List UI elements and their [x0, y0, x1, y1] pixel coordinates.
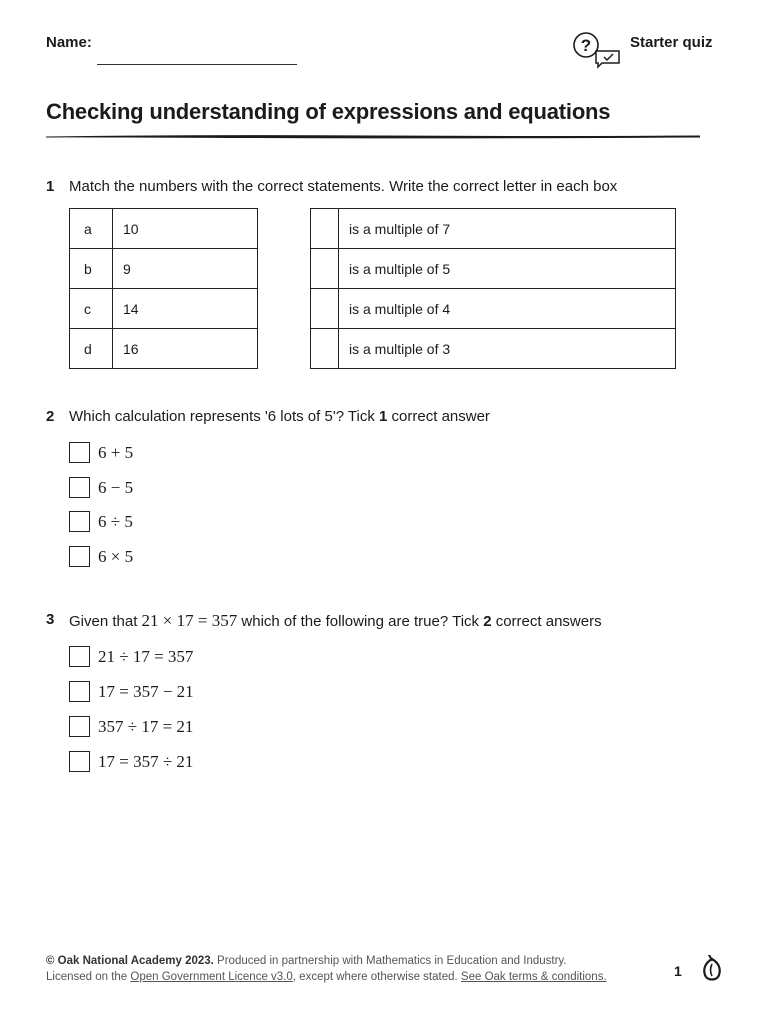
footer-line-2 — [46, 969, 607, 985]
item-value: 14 — [113, 289, 258, 329]
statements-table — [310, 208, 676, 369]
title-underline — [46, 133, 700, 139]
terms-link[interactable]: See Oak terms & conditions. — [460, 971, 607, 983]
item-value: 16 — [113, 329, 258, 369]
option-label: 6 ÷ 5 — [98, 511, 133, 531]
quiz-type-label: Starter quiz — [630, 34, 713, 51]
option-label: 21 ÷ 17 = 357 — [98, 646, 194, 666]
table-row — [70, 329, 258, 369]
statement-text: is a multiple of 4 — [339, 289, 676, 329]
option-label: 17 = 357 − 21 — [98, 681, 194, 701]
q3-option-2[interactable] — [69, 681, 194, 702]
question-2-tick-count: 1 — [379, 408, 388, 425]
answer-box[interactable] — [311, 209, 339, 249]
q2-option-3[interactable] — [69, 511, 133, 532]
table-row — [70, 289, 258, 329]
question-3-text — [69, 611, 602, 631]
statement-text: is a multiple of 5 — [339, 249, 676, 289]
option-label: 6 − 5 — [98, 477, 134, 497]
question-chat-icon — [571, 29, 625, 69]
name-label: Name: — [46, 34, 92, 51]
item-value: 9 — [113, 249, 258, 289]
licence-prefix: Licensed on the — [46, 971, 131, 983]
q3-option-3[interactable] — [69, 716, 193, 737]
q2-option-2[interactable] — [69, 477, 133, 498]
name-input-line[interactable] — [97, 64, 297, 65]
checkbox[interactable] — [69, 716, 90, 737]
page-number: 1 — [674, 963, 682, 979]
option-label: 6 × 5 — [98, 546, 134, 566]
svg-text:?: ? — [580, 36, 592, 55]
table-row — [311, 249, 676, 289]
table-row — [70, 209, 258, 249]
numbers-table — [69, 208, 258, 369]
q2-option-4[interactable] — [69, 546, 133, 567]
q2-option-1[interactable] — [69, 442, 133, 463]
question-1-number: 1 — [46, 178, 55, 195]
checkbox[interactable] — [69, 646, 90, 667]
question-3-text-start: Given that — [69, 613, 142, 630]
table-row — [311, 209, 676, 249]
checkbox[interactable] — [69, 546, 90, 567]
q3-option-4[interactable] — [69, 751, 193, 772]
q3-option-1[interactable] — [69, 646, 193, 667]
table-row — [70, 249, 258, 289]
licence-link[interactable]: Open Government Licence v3.0 — [130, 971, 293, 983]
option-label: 17 = 357 ÷ 21 — [98, 751, 194, 771]
footer — [46, 953, 607, 985]
answer-box[interactable] — [311, 329, 339, 369]
checkbox[interactable] — [69, 442, 90, 463]
partnership-text: Produced in partnership with Mathematics in Education and Industry. — [213, 955, 567, 967]
table-row — [311, 329, 676, 369]
question-1-text: Match the numbers with the correct statements. Write the correct letter in each box — [69, 178, 618, 195]
footer-line-1 — [46, 953, 607, 969]
option-label: 6 + 5 — [98, 442, 134, 462]
item-letter: c — [70, 289, 113, 329]
table-row — [311, 289, 676, 329]
statement-text: is a multiple of 7 — [339, 209, 676, 249]
question-3-text-end: correct answers — [491, 613, 602, 630]
item-letter: d — [70, 329, 113, 369]
question-3-tick-count: 2 — [483, 613, 492, 630]
answer-box[interactable] — [311, 289, 339, 329]
item-value: 10 — [113, 209, 258, 249]
question-2-text — [69, 408, 490, 425]
question-3-text-middle: which of the following are true? Tick — [237, 613, 484, 630]
licence-middle: , except where otherwise stated. — [292, 971, 461, 983]
question-3-equation: 21 × 17 = 357 — [141, 611, 238, 630]
statement-text: is a multiple of 3 — [339, 329, 676, 369]
checkbox[interactable] — [69, 477, 90, 498]
page-title: Checking understanding of expressions and equations — [46, 99, 611, 124]
checkbox[interactable] — [69, 751, 90, 772]
question-2-number: 2 — [46, 408, 55, 425]
item-letter: a — [70, 209, 113, 249]
checkbox[interactable] — [69, 511, 90, 532]
checkbox[interactable] — [69, 681, 90, 702]
question-2-text-start: Which calculation represents '6 lots of 5'? Tick — [69, 408, 380, 425]
oak-acorn-icon — [700, 955, 724, 985]
option-label: 357 ÷ 17 = 21 — [98, 716, 194, 736]
question-2-text-end: correct answer — [387, 408, 490, 425]
item-letter: b — [70, 249, 113, 289]
answer-box[interactable] — [311, 249, 339, 289]
question-3-number: 3 — [46, 611, 55, 628]
copyright-text: © Oak National Academy 2023. — [46, 955, 214, 967]
